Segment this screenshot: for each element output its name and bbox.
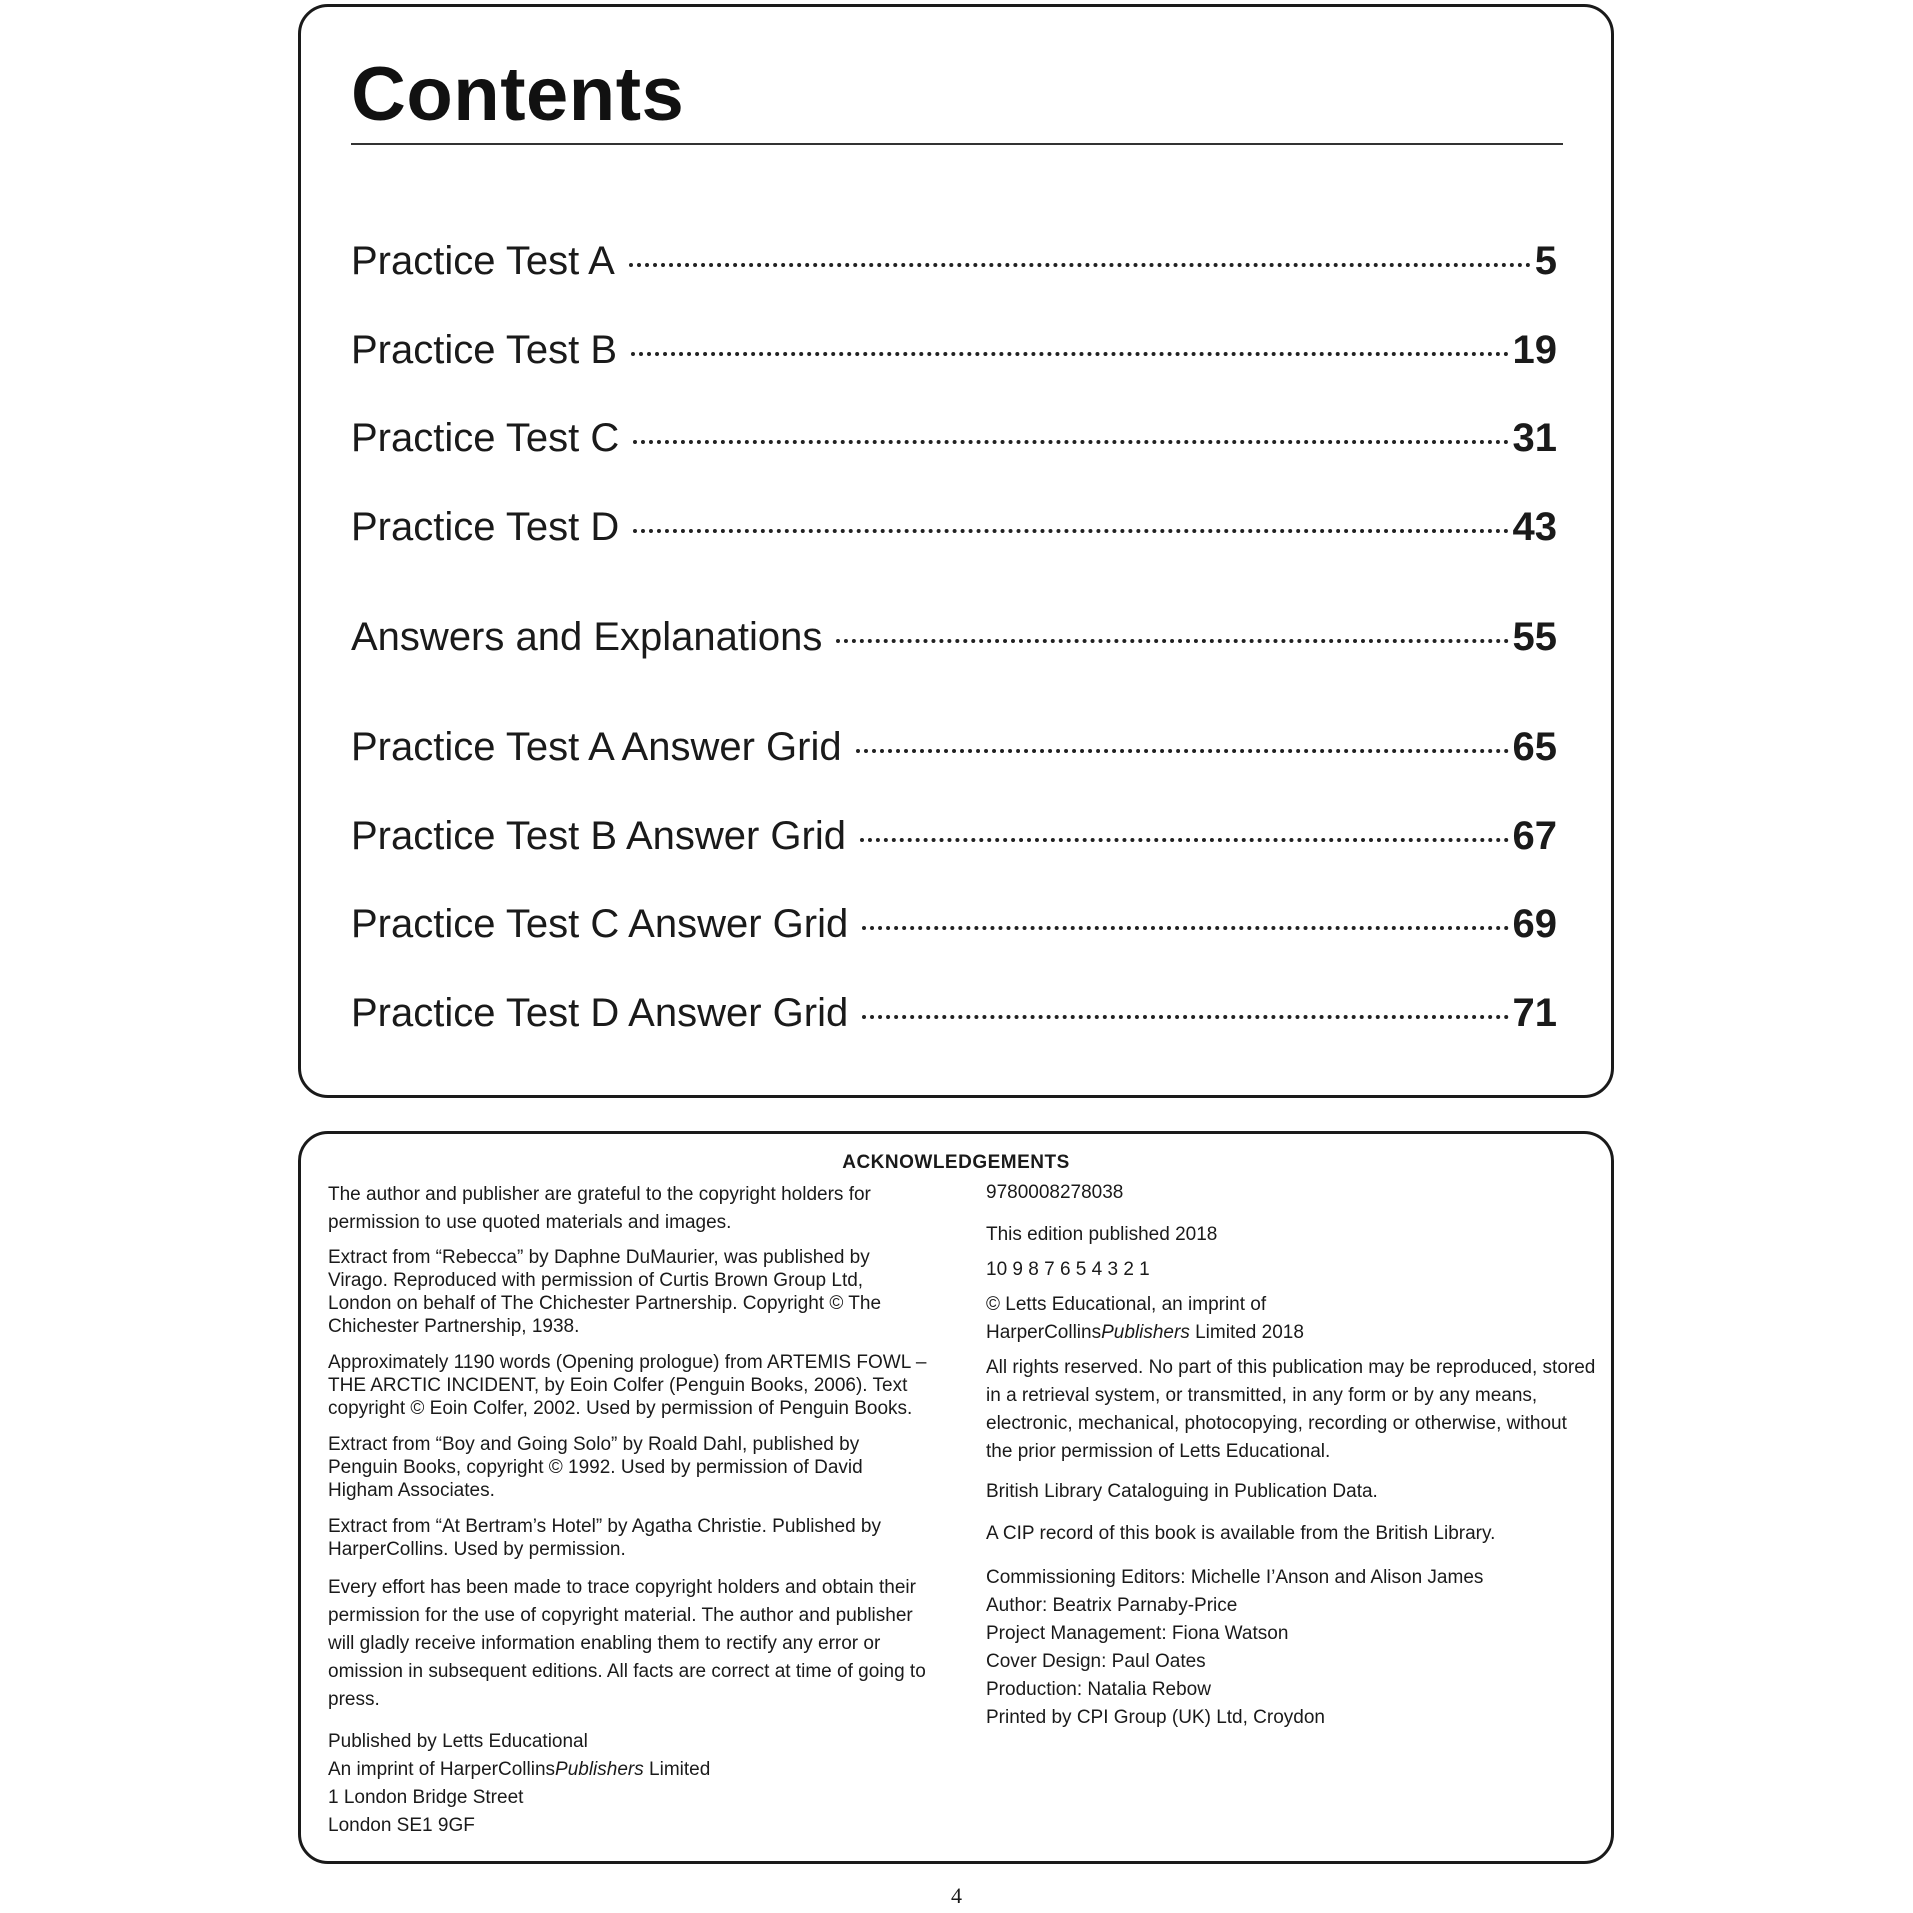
toc-entry-page: 19: [1512, 328, 1557, 372]
toc-entry-label: Practice Test B: [351, 328, 618, 372]
toc-dot-leader: [836, 639, 1508, 643]
toc-entry-page: 71: [1512, 991, 1557, 1035]
toc-entry-label: Practice Test D: [351, 505, 620, 549]
toc-entry-page: 69: [1512, 902, 1557, 946]
credits-item: Project Management: Fiona Watson: [986, 1623, 1289, 1644]
toc-entry-label: Practice Test B Answer Grid: [351, 814, 846, 858]
imprint-italic: Publishers: [555, 1759, 644, 1780]
toc-entry-label: Practice Test D Answer Grid: [351, 991, 849, 1035]
credit-paragraph: Extract from “At Bertram’s Hotel” by Agatha Christie. Published by HarperCollins. Used by permission.: [328, 1516, 881, 1560]
cip-line: British Library Cataloguing in Publication Data.: [986, 1481, 1378, 1502]
credit-paragraph: Extract from “Rebecca” by Daphne DuMaurier, was published by Virago. Reproduced with permission of Curtis Brown Group Ltd, London on behalf of The Chichester Partnership. Copyright © The Chichester Partnership, 1938.: [328, 1247, 882, 1337]
toc-entry-page: 65: [1512, 725, 1557, 769]
toc-dot-leader: [633, 440, 1508, 444]
toc-entry: [351, 725, 1557, 775]
toc-dot-leader: [629, 263, 1531, 267]
toc-dot-leader: [631, 352, 1508, 356]
imprint-prefix: An imprint of HarperCollins: [328, 1759, 556, 1780]
toc-entry-page: 5: [1534, 239, 1557, 283]
imprint-suffix: Limited: [643, 1759, 711, 1780]
copyright-suffix: Limited 2018: [1189, 1322, 1304, 1343]
credits-item: Commissioning Editors: Michelle I’Anson and Alison James: [986, 1567, 1484, 1588]
copyright-notice: [986, 1291, 1596, 1347]
rights-paragraph: All rights reserved. No part of this publication may be reproduced, stored in a retrieval system, or transmitted, in any form or by any means, electronic, mechanical, photocopying, recording or otherwise, without the prior permission of Letts Educational.: [986, 1357, 1596, 1462]
publisher-address: [328, 1728, 928, 1840]
toc-entry: [351, 615, 1557, 665]
acknowledgements-heading: ACKNOWLEDGEMENTS: [842, 1152, 1070, 1173]
published-by-line: Published by Letts Educational: [328, 1731, 588, 1752]
toc-entry-label: Answers and Explanations: [351, 615, 823, 659]
cip-line: A CIP record of this book is available from the British Library.: [986, 1523, 1496, 1544]
copyright-effort-paragraph: Every effort has been made to trace copyright holders and obtain their permission for the use of copyright material. The author and publisher will gladly receive information enabling them to rectify any error or omission in subsequent editions. All facts are correct at time of going to press.: [328, 1577, 926, 1710]
isbn: 9780008278038: [986, 1182, 1124, 1203]
credits-list: [986, 1564, 1596, 1732]
address-line: London SE1 9GF: [328, 1815, 475, 1836]
toc-entry-label: Practice Test C Answer Grid: [351, 902, 849, 946]
credits-item: Production: Natalia Rebow: [986, 1679, 1211, 1700]
credits-item: Printed by CPI Group (UK) Ltd, Croydon: [986, 1707, 1325, 1728]
acknowledgements-right-column: [986, 1181, 1596, 1732]
toc-entry-label: Practice Test A: [351, 239, 615, 283]
credits-item: Cover Design: Paul Oates: [986, 1651, 1206, 1672]
toc-entry: [351, 416, 1557, 466]
copyright-prefix: HarperCollins: [986, 1322, 1102, 1343]
toc-entry: [351, 902, 1557, 952]
intro-paragraph: The author and publisher are grateful to the copyright holders for permission to use quoted materials and images.: [328, 1184, 871, 1233]
credits-item: Author: Beatrix Parnaby-Price: [986, 1595, 1238, 1616]
acknowledgements-left-column: [328, 1181, 928, 1840]
toc-entry-label: Practice Test C: [351, 416, 620, 460]
toc-entry-page: 67: [1512, 814, 1557, 858]
credit-paragraph: Extract from “Boy and Going Solo” by Roald Dahl, published by Penguin Books, copyright © 1992. Used by permission of David Higham Associates.: [328, 1434, 863, 1501]
print-line: 10 9 8 7 6 5 4 3 2 1: [986, 1259, 1150, 1280]
credit-paragraph: Approximately 1190 words (Opening prologue) from ARTEMIS FOWL – THE ARCTIC INCIDENT, by Eoin Colfer (Penguin Books, 2006). Text copyright © Eoin Colfer, 2002. Used by permission of Penguin Books.: [328, 1352, 927, 1419]
toc-entry-label: Practice Test A Answer Grid: [351, 725, 842, 769]
contents-panel: [298, 4, 1614, 1098]
contents-title: Contents: [351, 52, 685, 137]
toc-dot-leader: [856, 749, 1509, 753]
imprint-line: [328, 1756, 928, 1784]
toc-entry-page: 43: [1512, 505, 1557, 549]
toc-dot-leader: [633, 529, 1508, 533]
toc-dot-leader: [860, 838, 1509, 842]
toc-entry: [351, 991, 1557, 1041]
copyright-line: © Letts Educational, an imprint of: [986, 1294, 1267, 1315]
copyright-italic: Publishers: [1101, 1322, 1190, 1343]
toc-entry: [351, 505, 1557, 555]
toc-entry-page: 31: [1512, 416, 1557, 460]
toc-entry: [351, 814, 1557, 864]
toc-dot-leader: [862, 1015, 1508, 1019]
toc-entry-page: 55: [1512, 615, 1557, 659]
acknowledgements-panel: [298, 1131, 1614, 1864]
title-divider: [351, 143, 1563, 145]
page-number: 4: [951, 1883, 962, 1908]
address-line: 1 London Bridge Street: [328, 1787, 524, 1808]
edition-line: This edition published 2018: [986, 1224, 1218, 1245]
toc-dot-leader: [862, 926, 1508, 930]
copyright-line: [986, 1319, 1596, 1347]
toc-entry: [351, 328, 1557, 378]
toc-entry: [351, 239, 1557, 289]
